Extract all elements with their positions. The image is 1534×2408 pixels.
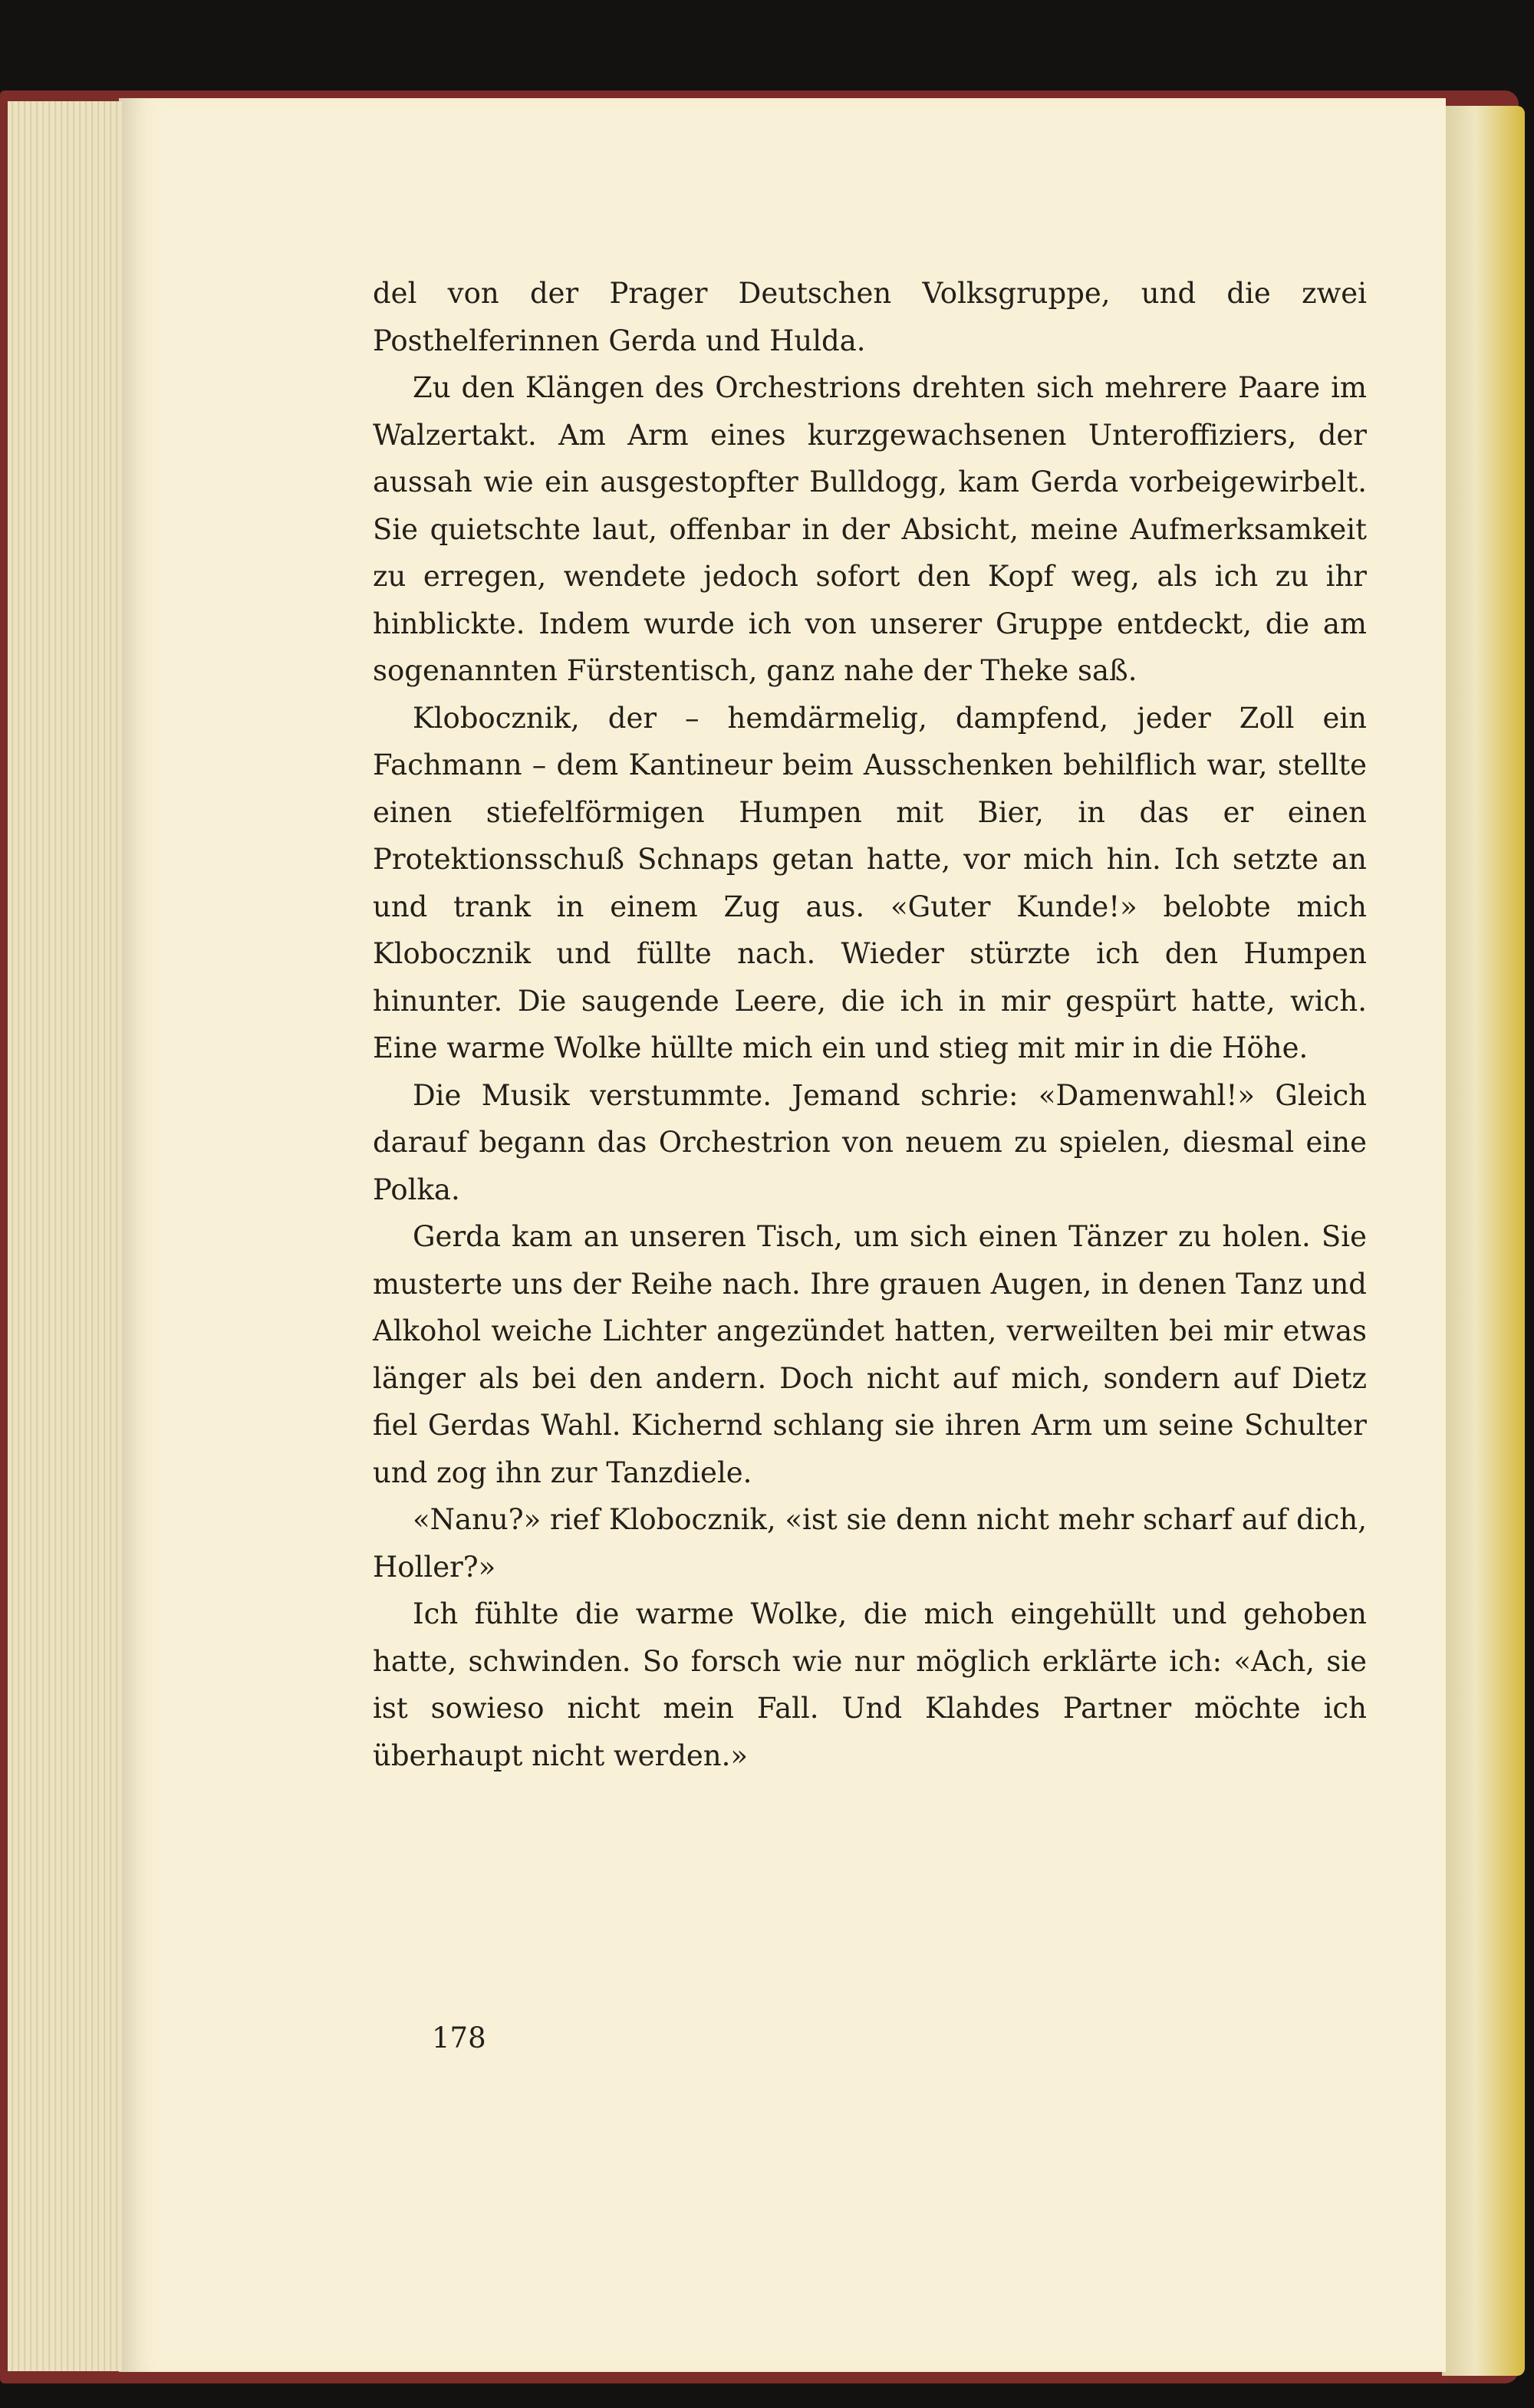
stacked-page-edges [8,101,123,2371]
right-page-edge [1442,106,1525,2376]
paragraph: del von der Prager Deutschen Volksgruppe, und die zwei Posthelferinnen Gerda und Hulda. [373,277,1367,357]
paragraph: Zu den Klängen des Orchestrions drehten sich mehrere Paare im Walzertakt. Am Arm eines kurzgewachsenen Unteroffiziers, der aussah wie ein ausgestopfter Bulldogg, kam Gerda vorbeigewirbelt. Sie quietschte laut, offenbar in der Absicht, meine Aufmerksamkeit zu erregen, wendete jedoch sofort den Kopf weg, als ich zu ihr hinblickte. Indem wurde ich von unserer Gruppe entdeckt, die am sogenannten Fürstentisch, ganz nahe der Theke saß. [373,371,1367,687]
paragraph: «Nanu?» rief Klobocznik, «ist sie denn nicht mehr scharf auf dich, Holler?» [373,1503,1367,1584]
paragraph: Gerda kam an unseren Tisch, um sich einen Tänzer zu holen. Sie musterte uns der Reihe nach. Ihre grauen Augen, in denen Tanz und Alkohol weiche Lichter angezündet hatten, verweilten bei mir etwas länger als bei den andern. Doch nicht auf mich, sondern auf Dietz fiel Gerdas Wahl. Kichernd schlang sie ihren Arm um seine Schulter und zog ihn zur Tanzdiele. [373,1220,1367,1489]
page-number: 178 [432,2021,486,2054]
body-text [373,270,1367,1779]
paragraph: Klobocznik, der – hemdärmelig, dampfend, jeder Zoll ein Fachmann – dem Kantineur beim Ausschenken behilflich war, stellte einen stiefelförmigen Humpen mit Bier, in das er einen Protektionsschuß Schnaps getan hatte, vor mich hin. Ich setzte an und trank in einem Zug aus. «Guter Kunde!» belobte mich Klobocznik und füllte nach. Wieder stürzte ich den Humpen hinunter. Die saugende Leere, die ich in mir gespürt hatte, wich. Eine warme Wolke hüllte mich ein und stieg mit mir in die Höhe. [373,701,1367,1064]
paragraph: Ich fühlte die warme Wolke, die mich eingehüllt und gehoben hatte, schwinden. So forsch wie nur möglich erklärte ich: «Ach, sie ist sowieso nicht mein Fall. Und Klahdes Partner möchte ich überhaupt nicht werden.» [373,1597,1367,1772]
paragraph: Die Musik verstummte. Jemand schrie: «Damenwahl!» Gleich darauf begann das Orchestrion von neuem zu spielen, diesmal eine Polka. [373,1078,1367,1206]
